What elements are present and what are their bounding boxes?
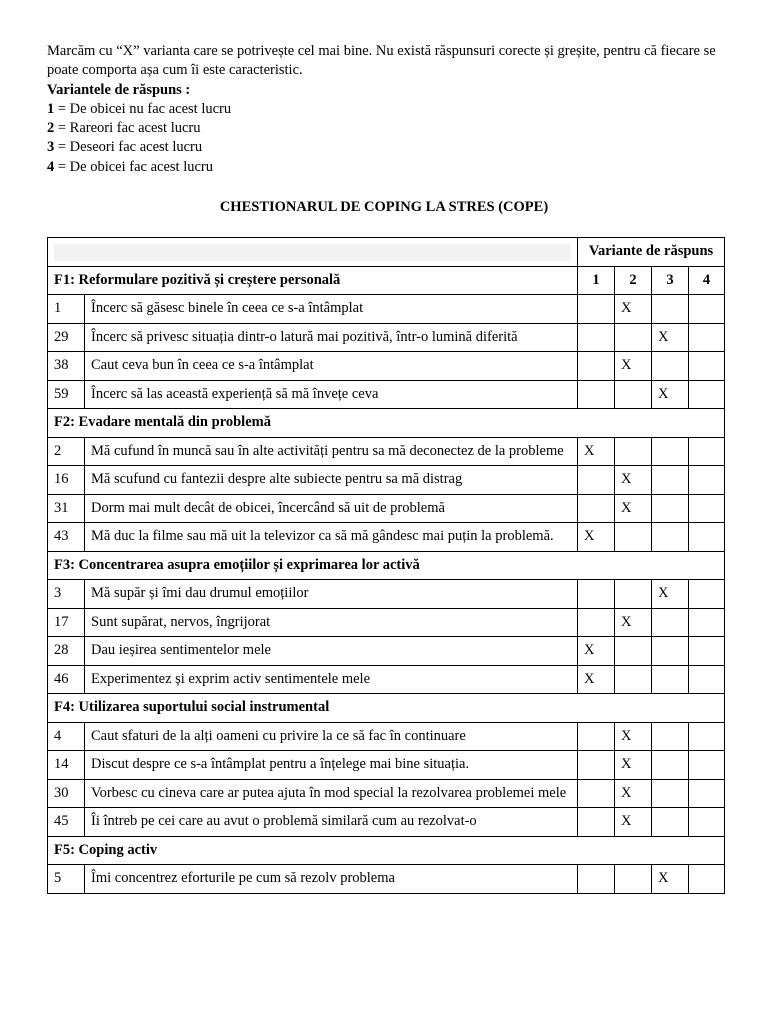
- question-text: Discut despre ce s-a întâmplat pentru a înțelege mai bine situația.: [85, 751, 578, 780]
- answer-cell-1[interactable]: [578, 352, 615, 381]
- question-number: 4: [48, 722, 85, 751]
- question-number: 43: [48, 523, 85, 552]
- answer-cell-4[interactable]: [689, 437, 725, 466]
- answer-cell-2[interactable]: [615, 865, 652, 894]
- section-row: [48, 551, 725, 580]
- answer-cell-4[interactable]: [689, 779, 725, 808]
- question-text: Îi întreb pe cei care au avut o problemă similară cum au rezolvat-o: [85, 808, 578, 837]
- answer-cell-2[interactable]: [615, 665, 652, 694]
- answer-cell-3[interactable]: [652, 380, 689, 409]
- column-header-4: 4: [689, 266, 725, 295]
- question-row: [48, 722, 725, 751]
- section-title: F2: Evadare mentală din problemă: [48, 409, 725, 438]
- question-number: 46: [48, 665, 85, 694]
- answer-mark: X: [658, 328, 669, 345]
- question-text: Îmi concentrez eforturile pe cum să rezolv problema: [85, 865, 578, 894]
- answer-mark: X: [621, 499, 632, 516]
- answer-options-header: Variante de răspuns: [578, 238, 725, 267]
- answer-mark: X: [658, 585, 669, 601]
- question-number: 38: [48, 352, 85, 381]
- question-number: 14: [48, 751, 85, 780]
- column-header-1: 1: [578, 266, 615, 295]
- answer-cell-3[interactable]: [652, 352, 689, 381]
- header-blank-cell: [48, 238, 578, 267]
- question-text: Încerc să găsesc binele în ceea ce s-a întâmplat: [85, 295, 578, 324]
- answer-cell-3[interactable]: [652, 779, 689, 808]
- section-title: F4: Utilizarea suportului social instrumental: [48, 694, 725, 723]
- answer-mark: X: [584, 528, 595, 544]
- section-title: F5: Coping activ: [48, 836, 725, 865]
- question-row: [48, 808, 725, 837]
- question-row: [48, 295, 725, 324]
- answer-cell-4[interactable]: [689, 865, 725, 894]
- answer-mark: X: [621, 784, 632, 801]
- answer-mark: X: [584, 642, 595, 658]
- answer-cell-1[interactable]: [578, 808, 615, 837]
- question-number: 59: [48, 380, 85, 409]
- answer-cell-4[interactable]: [689, 466, 725, 495]
- answer-mark: X: [621, 756, 632, 772]
- option-1: [47, 100, 727, 119]
- answer-cell-1[interactable]: [578, 437, 615, 466]
- question-number: 28: [48, 637, 85, 666]
- question-row: [48, 352, 725, 381]
- answer-cell-1[interactable]: [578, 779, 615, 808]
- question-number: 17: [48, 608, 85, 637]
- answer-cell-2[interactable]: [615, 466, 652, 495]
- question-text: Dau ieșirea sentimentelor mele: [85, 637, 578, 666]
- answer-mark: X: [621, 357, 632, 373]
- question-text: Mă supăr și îmi dau drumul emoțiilor: [85, 580, 578, 609]
- answer-cell-2[interactable]: [615, 380, 652, 409]
- question-text: Caut ceva bun în ceea ce s-a întâmplat: [85, 352, 578, 381]
- answer-cell-3[interactable]: [652, 494, 689, 523]
- answer-cell-4[interactable]: [689, 665, 725, 694]
- answer-cell-3[interactable]: [652, 808, 689, 837]
- table-header-row: [48, 238, 725, 267]
- question-number: 1: [48, 295, 85, 324]
- answer-cell-2[interactable]: [615, 637, 652, 666]
- answer-cell-1[interactable]: [578, 323, 615, 352]
- answer-cell-2[interactable]: [615, 494, 652, 523]
- answer-cell-1[interactable]: [578, 295, 615, 324]
- answer-cell-4[interactable]: [689, 637, 725, 666]
- question-number: 16: [48, 466, 85, 495]
- instructions-text: Marcăm cu “X” varianta care se potrivește cel mai bine. Nu există răspunsuri corecte și greșite, pentru că fiecare se poate comporta așa cum îi este caracteristic.: [47, 43, 716, 79]
- answer-cell-2[interactable]: [615, 751, 652, 780]
- answer-mark: X: [658, 870, 669, 886]
- option-1-text: = De obicei nu fac acest lucru: [54, 100, 232, 117]
- option-3-text: = Deseori fac acest lucru: [54, 139, 203, 156]
- answer-cell-3[interactable]: [652, 637, 689, 666]
- question-row: [48, 779, 725, 808]
- answer-mark: X: [621, 300, 632, 316]
- question-text: Dorm mai mult decât de obicei, încercând să uit de problemă: [85, 494, 578, 523]
- question-text: Încerc să privesc situația dintr-o latură mai pozitivă, într-o lumină diferită: [85, 323, 578, 352]
- question-number: 29: [48, 323, 85, 352]
- option-2-text: = Rareori fac acest lucru: [54, 120, 201, 137]
- answer-cell-3[interactable]: [652, 523, 689, 552]
- section-row: [48, 694, 725, 723]
- cope-table: [47, 237, 725, 894]
- question-row: [48, 437, 725, 466]
- question-row: [48, 494, 725, 523]
- answer-cell-3[interactable]: [652, 665, 689, 694]
- section-title: F3: Concentrarea asupra emoțiilor și exprimarea lor activă: [48, 551, 725, 580]
- answer-cell-3[interactable]: [652, 722, 689, 751]
- answer-cell-2[interactable]: [615, 523, 652, 552]
- option-2-num: 2: [47, 120, 55, 137]
- answer-cell-3[interactable]: [652, 466, 689, 495]
- section-row: [48, 836, 725, 865]
- answer-cell-4[interactable]: [689, 494, 725, 523]
- question-number: 31: [48, 494, 85, 523]
- answer-cell-2[interactable]: [615, 580, 652, 609]
- answer-mark: X: [621, 813, 632, 829]
- question-row: [48, 523, 725, 552]
- answer-cell-4[interactable]: [689, 608, 725, 637]
- answer-cell-3[interactable]: [652, 751, 689, 780]
- answer-cell-1[interactable]: [578, 608, 615, 637]
- section-title: F1: Reformulare pozitivă și creștere personală: [48, 266, 578, 295]
- question-text: Mă duc la filme sau mă uit la televizor ca să mă gândesc mai puțin la problemă.: [85, 523, 578, 552]
- answer-cell-3[interactable]: [652, 323, 689, 352]
- option-3: [47, 138, 727, 157]
- question-number: 2: [48, 437, 85, 466]
- answer-cell-1[interactable]: [578, 580, 615, 609]
- question-row: [48, 466, 725, 495]
- questionnaire-title: CHESTIONARUL DE COPING LA STRES (COPE): [219, 199, 549, 215]
- question-row: [48, 637, 725, 666]
- answer-cell-3[interactable]: [652, 608, 689, 637]
- answer-cell-4[interactable]: [689, 523, 725, 552]
- question-text: Încerc să las această experiență să mă învețe ceva: [85, 380, 578, 409]
- question-row: [48, 865, 725, 894]
- answer-cell-2[interactable]: [615, 295, 652, 324]
- variants-heading: Variantele de răspuns :: [47, 81, 191, 98]
- answer-cell-1[interactable]: [578, 665, 615, 694]
- column-header-3: 3: [652, 266, 689, 295]
- answer-cell-2[interactable]: [615, 779, 652, 808]
- answer-cell-2[interactable]: [615, 437, 652, 466]
- answer-cell-3[interactable]: [652, 580, 689, 609]
- section-row: [48, 266, 725, 295]
- option-2: [47, 119, 727, 138]
- answer-cell-3[interactable]: [652, 865, 689, 894]
- answer-cell-1[interactable]: [578, 865, 615, 894]
- question-text: Caut sfaturi de la alți oameni cu privire la ce să fac în continuare: [85, 722, 578, 751]
- answer-mark: X: [584, 670, 595, 687]
- answer-cell-2[interactable]: [615, 808, 652, 837]
- question-text: Mă cufund în muncă sau în alte activități pentru sa mă deconectez de la probleme: [85, 437, 578, 466]
- answer-cell-1[interactable]: [578, 466, 615, 495]
- option-4-num: 4: [47, 158, 55, 175]
- question-row: [48, 751, 725, 780]
- question-row: [48, 608, 725, 637]
- question-text: Sunt supărat, nervos, îngrijorat: [85, 608, 578, 637]
- answer-mark: X: [621, 613, 632, 630]
- section-row: [48, 409, 725, 438]
- answer-cell-4[interactable]: [689, 323, 725, 352]
- question-text: Mă scufund cu fantezii despre alte subiecte pentru sa mă distrag: [85, 466, 578, 495]
- answer-cell-4[interactable]: [689, 751, 725, 780]
- answer-cell-2[interactable]: [615, 608, 652, 637]
- option-4: [47, 158, 727, 177]
- answer-cell-1[interactable]: [578, 722, 615, 751]
- answer-cell-2[interactable]: [615, 722, 652, 751]
- answer-cell-3[interactable]: [652, 295, 689, 324]
- answer-cell-1[interactable]: [578, 380, 615, 409]
- question-number: 30: [48, 779, 85, 808]
- answer-cell-1[interactable]: [578, 637, 615, 666]
- answer-cell-4[interactable]: [689, 352, 725, 381]
- answer-cell-1[interactable]: [578, 751, 615, 780]
- answer-cell-3[interactable]: [652, 437, 689, 466]
- answer-mark: X: [584, 442, 595, 459]
- question-number: 45: [48, 808, 85, 837]
- instructions: [47, 42, 727, 177]
- answer-cell-4[interactable]: [689, 295, 725, 324]
- answer-cell-1[interactable]: [578, 494, 615, 523]
- answer-cell-4[interactable]: [689, 380, 725, 409]
- answer-cell-4[interactable]: [689, 722, 725, 751]
- answer-mark: X: [621, 471, 632, 487]
- answer-mark: X: [621, 727, 632, 744]
- answer-cell-2[interactable]: [615, 323, 652, 352]
- answer-cell-4[interactable]: [689, 580, 725, 609]
- column-header-2: 2: [615, 266, 652, 295]
- question-row: [48, 380, 725, 409]
- option-3-num: 3: [47, 139, 55, 156]
- question-row: [48, 323, 725, 352]
- option-4-text: = De obicei fac acest lucru: [54, 158, 213, 175]
- answer-mark: X: [658, 385, 669, 402]
- answer-cell-4[interactable]: [689, 808, 725, 837]
- option-1-num: 1: [47, 100, 55, 117]
- question-text: Experimentez și exprim activ sentimentele mele: [85, 665, 578, 694]
- answer-cell-1[interactable]: [578, 523, 615, 552]
- question-row: [48, 665, 725, 694]
- question-row: [48, 580, 725, 609]
- answer-cell-2[interactable]: [615, 352, 652, 381]
- question-text: Vorbesc cu cineva care ar putea ajuta în mod special la rezolvarea problemei mele: [85, 779, 578, 808]
- question-number: 3: [48, 580, 85, 609]
- question-number: 5: [48, 865, 85, 894]
